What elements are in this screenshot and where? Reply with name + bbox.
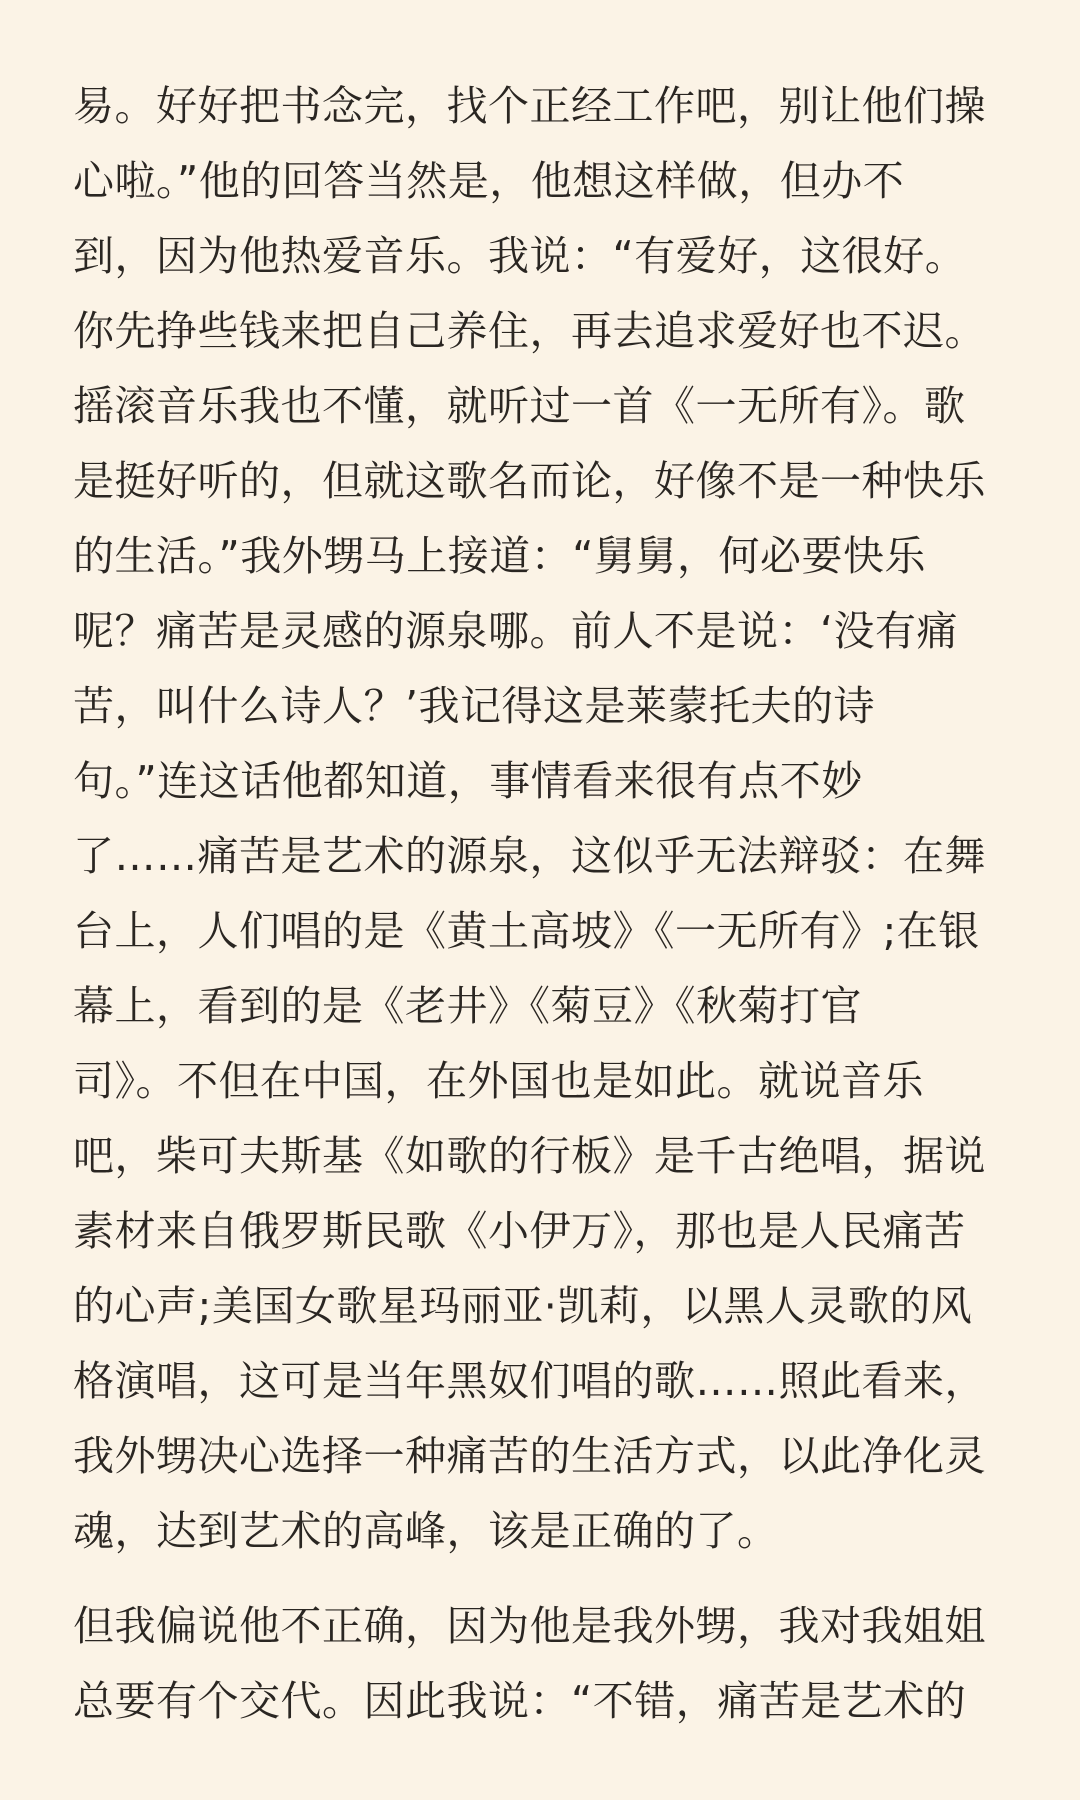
text-line: 司》。不但在中国，在外国也是如此。就说音乐 xyxy=(73,1057,924,1105)
text-line: 总要有个交代。因此我说：“不错，痛苦是艺术的 xyxy=(73,1677,967,1725)
text-line: 我外甥决心选择一种痛苦的生活方式，以此净化灵 xyxy=(73,1432,986,1480)
text-line: 到，因为他热爱音乐。我说：“有爱好，这很好。 xyxy=(73,232,967,280)
text-line: 台上，人们唱的是《黄土高坡》《一无所有》;在银 xyxy=(73,907,980,955)
text-line: 了……痛苦是艺术的源泉，这似乎无法辩驳：在舞 xyxy=(73,832,986,880)
paragraph-1 xyxy=(73,69,1013,1569)
text-line: 吧，柴可夫斯基《如歌的行板》是千古绝唱，据说 xyxy=(73,1132,986,1180)
text-line: 易。好好把书念完，找个正经工作吧，别让他们操 xyxy=(73,82,986,130)
text-line: 魂，达到艺术的高峰，该是正确的了。 xyxy=(73,1507,779,1555)
text-line: 的生活。”我外甥马上接道：“舅舅，何必要快乐 xyxy=(73,532,926,580)
text-line: 摇滚音乐我也不懂，就听过一首《一无所有》。歌 xyxy=(73,382,966,430)
paragraph-2 xyxy=(73,1589,1013,1739)
text-line: 素材来自俄罗斯民歌《小伊万》，那也是人民痛苦 xyxy=(73,1207,966,1255)
text-line: 的心声;美国女歌星玛丽亚·凯莉，以黑人灵歌的风 xyxy=(73,1282,973,1330)
text-line: 心啦。”他的回答当然是，他想这样做，但办不 xyxy=(73,157,905,205)
text-line: 呢？痛苦是灵感的源泉哪。前人不是说：‘没有痛 xyxy=(73,607,959,655)
text-line: 但我偏说他不正确，因为他是我外甥，我对我姐姐 xyxy=(73,1602,986,1650)
text-line: 苦，叫什么诗人？’我记得这是莱蒙托夫的诗 xyxy=(73,682,876,730)
text-line: 格演唱，这可是当年黑奴们唱的歌……照此看来， xyxy=(73,1357,986,1405)
text-line: 句。”连这话他都知道，事情看来很有点不妙 xyxy=(73,757,863,805)
text-line: 是挺好听的，但就这歌名而论，好像不是一种快乐 xyxy=(73,457,986,505)
text-line: 幕上，看到的是《老井》《菊豆》《秋菊打官 xyxy=(73,982,862,1030)
text-line: 你先挣些钱来把自己养住，再去追求爱好也不迟。 xyxy=(73,307,986,355)
